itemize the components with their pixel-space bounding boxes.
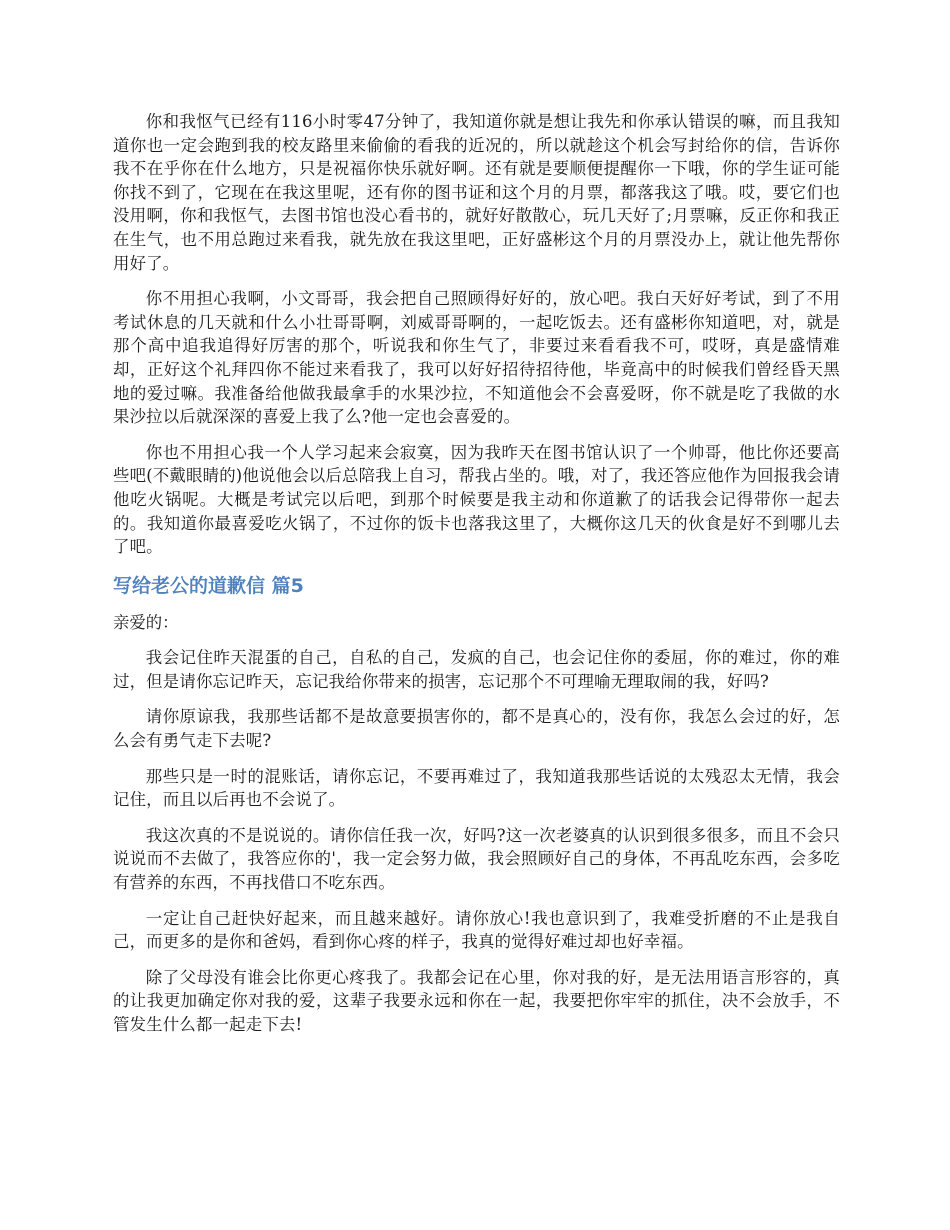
body-paragraph: 你不用担心我啊，小文哥哥，我会把自己照顾得好好的，放心吧。我白天好好考试，到了不用考试休息的几天就和什么小壮哥哥啊，刘威哥哥啊的，一起吃饭去。还有盛彬你知道吧，对，就是那个高中追我追得好厉害的那个，听说我和你生气了，非要过来看看我不可，哎呀，真是盛情难却，正好这个礼拜四你不能过来看我了，我可以好好招待招待他，毕竟高中的时候我们曾经昏天黑地的爱过嘛。我准备给他做我最拿手的水果沙拉，不知道他会不会喜爱呀，你不就是吃了我做的水果沙拉以后就深深的喜爱上我了么?他一定也会喜爱的。 [113,289,840,427]
body-paragraph: 那些只是一时的混账话，请你忘记，不要再难过了，我知道我那些话说的太残忍太无情，我会记住，而且以后再也不会说了。 [113,766,840,810]
body-paragraph: 我会记住昨天混蛋的自己，自私的自己，发疯的自己，也会记住你的委屈，你的难过，你的难过，但是请你忘记昨天，忘记我给你带来的损害，忘记那个不可理喻无理取闹的我，好吗? [113,648,840,691]
section-heading-title: 写给老公的道歉信 [113,574,266,597]
body-paragraph: 我这次真的不是说说的。请你信任我一次，好吗?这一次老婆真的认识到很多很多，而且不会只说说而不去做了，我答应你的'，我一定会努力做，我会照顾好自己的身体，不再乱吃东西，会多吃有营养的东西，不再找借口不吃东西。 [113,825,840,893]
body-paragraph: 请你原谅我，我那些话都不是故意要损害你的，都不是真心的，没有你，我怎么会过的好，怎么会有勇气走下去呢? [113,707,840,751]
section-heading-suffix: 篇5 [271,574,304,597]
body-paragraph: 一定让自己赶快好起来，而且越来越好。请你放心!我也意识到了，我难受折磨的不止是我自己，而更多的是你和爸妈，看到你心疼的样子，我真的觉得好难过却也好幸福。 [113,908,840,952]
salutation: 亲爱的： [113,612,179,632]
body-paragraph: 你和我怄气已经有116小时零47分钟了，我知道你就是想让我先和你承认错误的嘛，而且我知道你也一定会跑到我的校友路里来偷偷的看我的近况的，所以就趁这个机会写封给你的信，告诉你我不在乎你在什么地方，只是祝福你快乐就好啊。还有就是要顺便提醒你一下哦，你的学生证可能你找不到了，它现在在我这里呢，还有你的图书证和这个月的月票，都落我这了哦。哎，要它们也没用啊，你和我怄气，去图书馆也没心看书的，就好好散散心，玩几天好了;月票嘛，反正你和我正在生气，也不用总跑过来看我，就先放在我这里吧，正好盛彬这个月的月票没办上，就让他先帮你用好了。 [113,112,840,273]
section-heading [113,573,840,599]
body-paragraph: 你也不用担心我一个人学习起来会寂寞，因为我昨天在图书馆认识了一个帅哥，他比你还要高些吧(不戴眼睛的)他说他会以后总陪我上自习，帮我占坐的。哦，对了，我还答应他作为回报我会请他吃火锅呢。大概是考试完以后吧，到那个时候要是我主动和你道歉了的话我会记得带你一起去的。我知道你最喜爱吃火锅了，不过你的饭卡也落我这里了，大概你这几天的伙食是好不到哪儿去了吧。 [113,442,840,557]
document-page [113,110,840,1049]
body-paragraph: 除了父母没有谁会比你更心疼我了。我都会记在心里，你对我的好，是无法用语言形容的，真的让我更加确定你对我的爱，这辈子我要永远和你在一起，我要把你牢牢的抓住，决不会放手，不管发生什么都一起走下去! [113,967,840,1034]
